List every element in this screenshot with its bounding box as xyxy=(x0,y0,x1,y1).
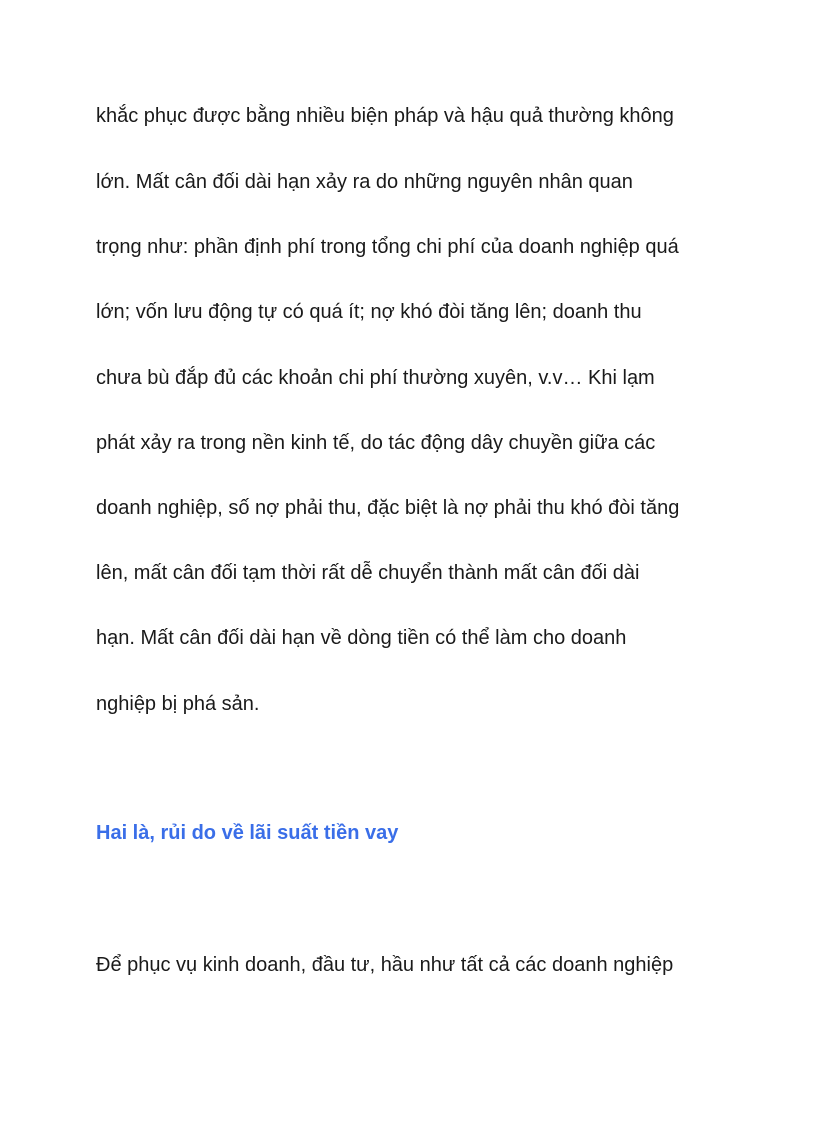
paragraph-line: trọng như: phần định phí trong tổng chi phí của doanh nghiệp quá xyxy=(96,236,679,258)
paragraph-line: lớn; vốn lưu động tự có quá ít; nợ khó đòi tăng lên; doanh thu xyxy=(96,301,642,323)
paragraph-line: doanh nghiệp, số nợ phải thu, đặc biệt là nợ phải thu khó đòi tăng xyxy=(96,497,680,519)
section-heading: Hai là, rủi do về lãi suất tiền vay xyxy=(96,822,399,844)
paragraph-line: nghiệp bị phá sản. xyxy=(96,693,260,715)
paragraph-line: khắc phục được bằng nhiều biện pháp và hậu quả thường không xyxy=(96,105,674,127)
paragraph-line: lớn. Mất cân đối dài hạn xảy ra do những nguyên nhân quan xyxy=(96,171,633,193)
paragraph-line: lên, mất cân đối tạm thời rất dễ chuyển thành mất cân đối dài xyxy=(96,562,640,584)
paragraph-line: phát xảy ra trong nền kinh tế, do tác động dây chuyền giữa các xyxy=(96,432,656,454)
paragraph-line: chưa bù đắp đủ các khoản chi phí thường xuyên, v.v… Khi lạm xyxy=(96,367,655,389)
paragraph-line: hạn. Mất cân đối dài hạn về dòng tiền có thể làm cho doanh xyxy=(96,627,627,649)
paragraph-line: Để phục vụ kinh doanh, đầu tư, hầu như tất cả các doanh nghiệp xyxy=(96,954,674,976)
